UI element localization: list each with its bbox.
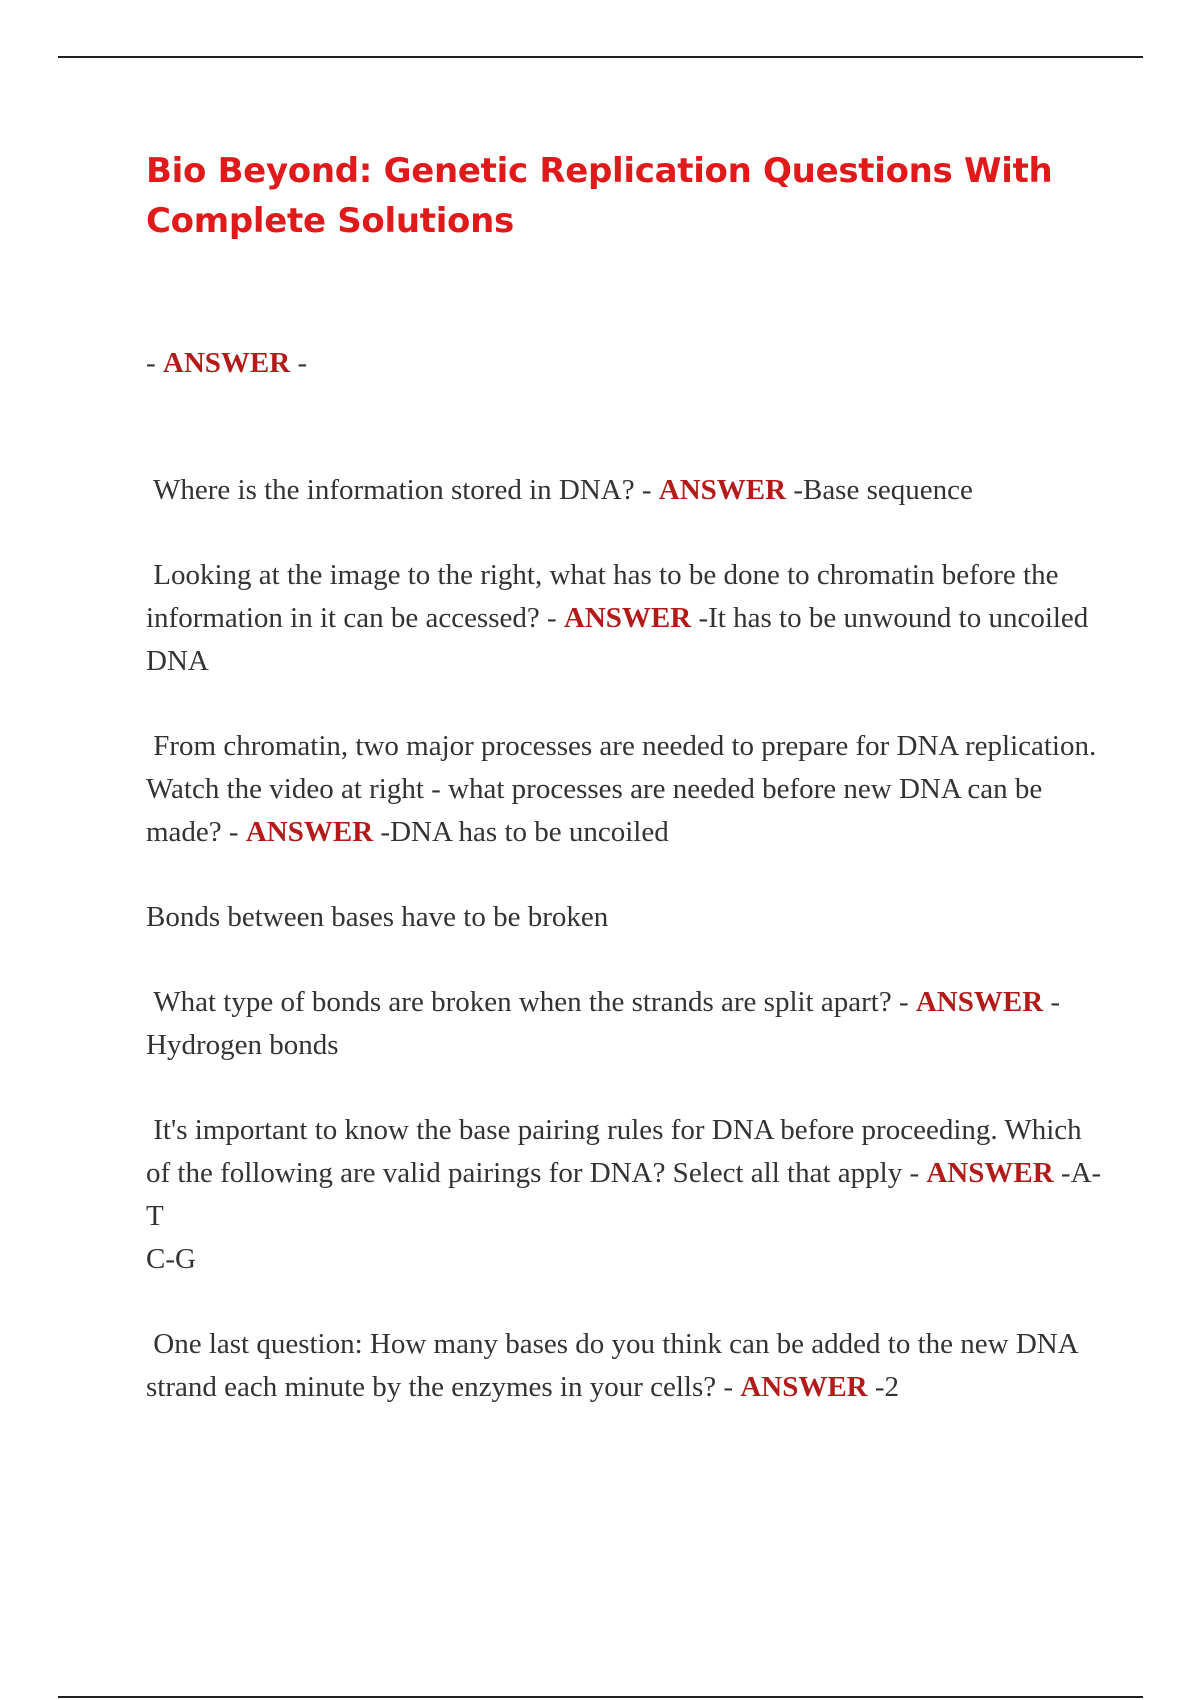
qa-entry [146,342,1106,385]
question-text: - [146,347,156,379]
answer-text: -Hydrogen bonds [146,986,1061,1061]
answer-label: ANSWER [563,602,692,634]
answer-label: ANSWER [926,1157,1054,1189]
answer-text: -2 [874,1371,900,1403]
answer-text: -A-T [146,1157,1102,1232]
question-text: From chromatin, two major processes are needed to prepare for DNA replication. Watch the video at right - what processes are needed before new DNA can be made? - [146,730,1097,848]
qa-entry [146,469,1106,512]
question-text: It's important to know the base pairing rules for DNA before proceeding. Which of the following are valid pairings for DNA? Select all that apply - [146,1114,1082,1189]
document-title: Bio Beyond: Genetic Replication Questions With Complete Solutions [146,151,1053,241]
qa-entry [146,1323,1106,1409]
answer-text: - [297,347,308,379]
answer-label: ANSWER [245,816,374,848]
answer-text: -It has to be unwound to uncoiled DNA [146,602,1089,677]
header-rule [58,56,1143,58]
question-text: Looking at the image to the right, what has to be done to chromatin before the information in it can be accessed? - [146,559,1059,634]
document-body [146,146,1106,1409]
qa-entry [146,981,1106,1067]
question-text: One last question: How many bases do you think can be added to the new DNA strand each minute by the enzymes in your cells? - [146,1328,1078,1403]
qa-entry [146,1109,1106,1281]
answer-label: ANSWER [162,347,291,379]
answer-extra-line: C-G [146,1243,196,1275]
answer-label: ANSWER [740,1371,868,1403]
question-text: Where is the information stored in DNA? - [153,474,652,506]
footer-rule [58,1696,1143,1698]
answer-continuation: Bonds between bases have to be broken [146,901,609,933]
answer-text: -Base sequence [793,474,973,506]
question-text: What type of bonds are broken when the strands are split apart? - [153,986,909,1018]
qa-entry [146,725,1106,854]
qa-entry [146,554,1106,683]
answer-label: ANSWER [658,474,787,506]
answer-label: ANSWER [915,986,1044,1018]
answer-text: -DNA has to be uncoiled [380,816,669,848]
